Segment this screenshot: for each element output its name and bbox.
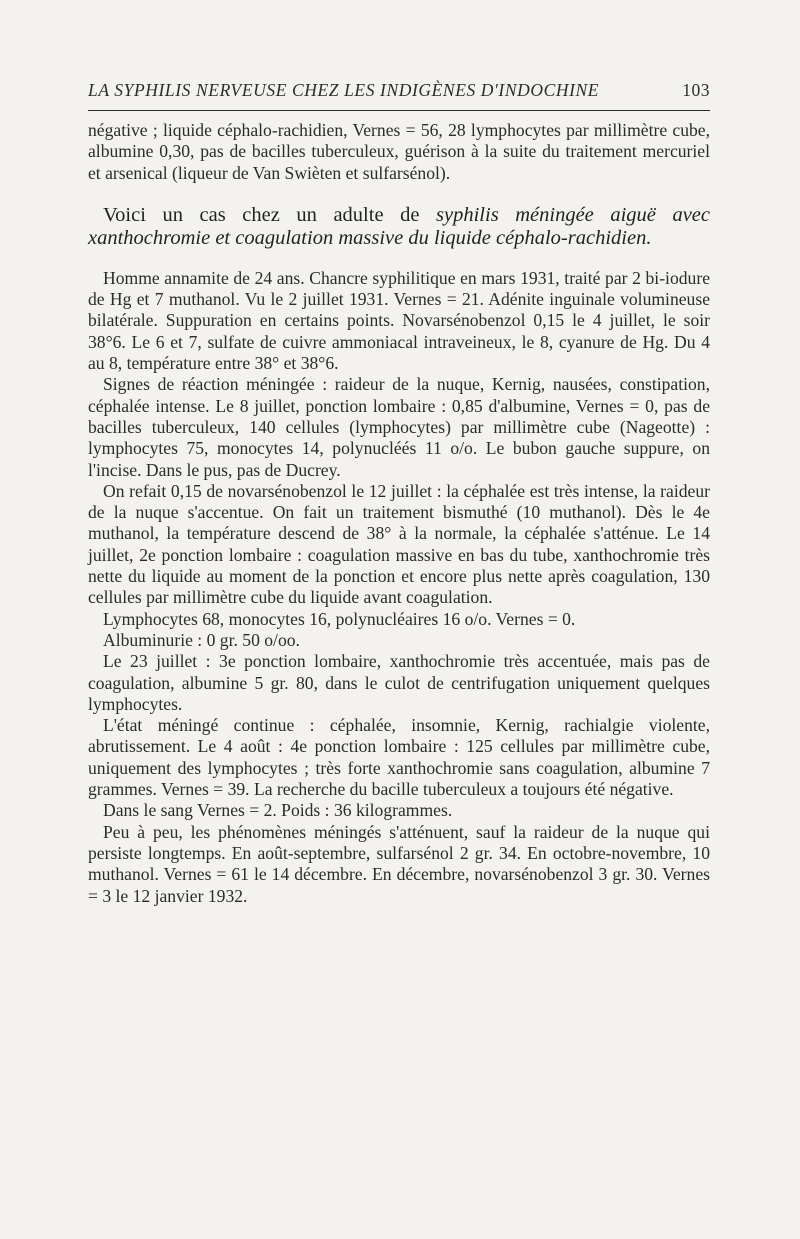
- intro-plain: Voici un cas chez un adulte de: [103, 203, 437, 226]
- running-header: [88, 80, 710, 111]
- paragraph-continuation: négative ; liquide céphalo-rachidien, Vernes = 56, 28 lymphocytes par millimètre cube, albumine 0,30, pas de bacilles tuberculeux, guérison à la suite du traitement mercuriel et arsenical (liqueur de Van Swièten et sulfarsénol).: [88, 120, 710, 183]
- paragraph: L'état méningé continue : céphalée, insomnie, Kernig, rachialgie violente, abrutissement. Le 4 août : 4e ponction lombaire : 125 cellules par millimètre cube, uniquement des lymphocytes ; très forte xanthochromie sans coagulation, albumine 7 grammes. Vernes = 39. La recherche du bacille tuberculeux a toujours été négative.: [88, 715, 710, 800]
- case-introduction: [88, 204, 710, 250]
- paragraph: On refait 0,15 de novarsénobenzol le 12 juillet : la céphalée est très intense, la raideur de la nuque s'accentue. On fait un traitement bismuthé (10 muthanol). Dès le 4e muthanol, la température descend de 38° à la normale, la céphalée s'atténue. Le 14 juillet, 2e ponction lombaire : coagulation massive en bas du tube, xanthochromie très nette du liquide au moment de la ponction et encore plus nette après coagulation, 130 cellules par millimètre cube du liquide avant coagulation.: [88, 480, 710, 608]
- case-introduction-text: [88, 204, 710, 250]
- case-report: [88, 268, 710, 907]
- paragraph: Homme annamite de 24 ans. Chancre syphilitique en mars 1931, traité par 2 bi-iodure de Hg et 7 muthanol. Vu le 2 juillet 1931. Vernes = 21. Adénite inguinale volumineuse bilatérale. Suppuration en certains points. Novarsénobenzol 0,15 le 4 juillet, le soir 38°6. Le 6 et 7, sulfate de cuivre ammoniacal intraveineux, le 8, cyanure de Hg. Du 4 au 8, température entre 38° et 38°6.: [88, 267, 710, 374]
- paragraph: Le 23 juillet : 3e ponction lombaire, xanthochromie très accentuée, mais pas de coagulation, albumine 5 gr. 80, dans le culot de centrifugation uniquement quelques lymphocytes.: [88, 651, 710, 714]
- running-title: LA SYPHILIS NERVEUSE CHEZ LES INDIGÈNES D'INDOCHINE: [88, 80, 600, 100]
- page: [88, 80, 710, 907]
- paragraph: Signes de réaction méningée : raideur de la nuque, Kernig, nausées, constipation, céphalée intense. Le 8 juillet, ponction lombaire : 0,85 d'albumine, Vernes = 0, pas de bacilles tuberculeux, 140 cellules (lymphocytes) par millimètre cube (Nageotte) : lymphocytes 75, monocytes 14, polynucléés 11 o/o. Le bubon gauche suppure, on l'incise. Dans le pus, pas de Ducrey.: [88, 374, 710, 480]
- paragraph: Albuminurie : 0 gr. 50 o/oo.: [103, 629, 300, 650]
- body-text: [88, 120, 710, 184]
- paragraph: Dans le sang Vernes = 2. Poids : 36 kilogrammes.: [103, 800, 453, 821]
- paragraph: Lymphocytes 68, monocytes 16, polynucléaires 16 o/o. Vernes = 0.: [103, 608, 576, 629]
- paragraph: Peu à peu, les phénomènes méningés s'atténuent, sauf la raideur de la nuque qui persiste longtemps. En août-septembre, sulfarsénol 2 gr. 34. En octobre-novembre, 10 muthanol. Vernes = 61 le 14 décembre. En décembre, novarsénobenzol 3 gr. 30. Vernes = 3 le 12 janvier 1932.: [88, 821, 710, 906]
- page-number: 103: [682, 80, 710, 100]
- intro-italic: syphilis méningée aiguë avec xanthochromie et coagulation massive du liquide céphalo-rachidien.: [88, 203, 711, 249]
